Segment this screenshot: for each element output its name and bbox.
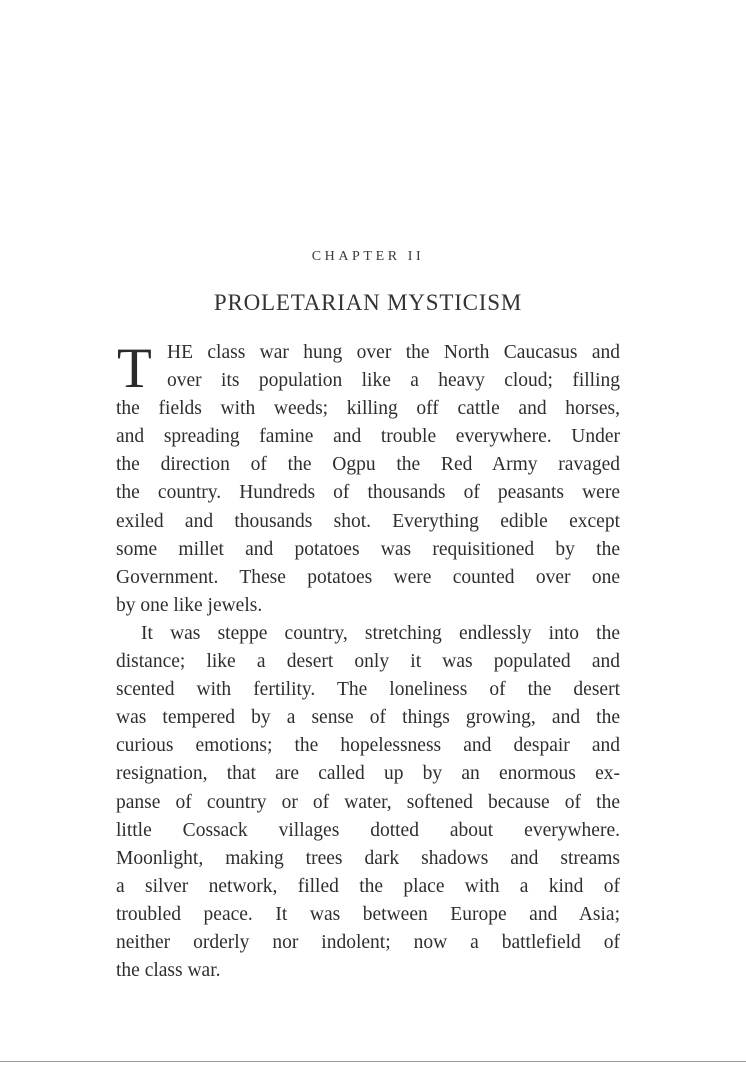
text-line: some millet and potatoes was requisitioned by the [116, 538, 620, 560]
paragraph-2 [116, 620, 620, 985]
text-line: Government. These potatoes were counted over one [116, 566, 620, 588]
text-line: panse of country or of water, softened because of the [116, 791, 620, 813]
text-line: by one like jewels. [116, 594, 263, 616]
drop-cap: T [117, 337, 152, 400]
text-line: the country. Hundreds of thousands of peasants were [116, 482, 620, 504]
text-line: the direction of the Ogpu the Red Army ravaged [116, 454, 620, 476]
text-line: troubled peace. It was between Europe and Asia; [116, 903, 620, 925]
text-line: little Cossack villages dotted about everywhere. [116, 819, 620, 841]
text-line: HE class war hung over the North Caucasus and [167, 342, 620, 363]
text-line: It was steppe country, stretching endlessly into the [141, 622, 620, 644]
chapter-body [116, 339, 620, 985]
text-line: the fields with weeds; killing off cattle and horses, [116, 398, 620, 420]
chapter-title: PROLETARIAN MYSTICISM [213, 290, 523, 315]
text-line: was tempered by a sense of things growing, and the [116, 707, 620, 729]
text-line: neither orderly nor indolent; now a battlefield of [116, 931, 620, 953]
page-bottom-border [0, 1061, 746, 1062]
chapter-number: CHAPTER II [311, 249, 425, 264]
text-line: over its population like a heavy cloud; filling [167, 370, 620, 392]
text-line: resignation, that are called up by an enormous ex- [116, 763, 620, 785]
paragraph-1 [116, 339, 620, 620]
text-line: distance; like a desert only it was populated and [116, 651, 620, 673]
text-line: Moonlight, making trees dark shadows and streams [116, 847, 620, 869]
text-line: a silver network, filled the place with a kind of [116, 875, 620, 897]
text-line: the class war. [116, 960, 221, 982]
text-line: exiled and thousands shot. Everything edible except [116, 510, 620, 532]
text-line: curious emotions; the hopelessness and despair and [116, 735, 620, 757]
text-line: and spreading famine and trouble everywhere. Under [116, 426, 620, 448]
text-line: scented with fertility. The loneliness of the desert [116, 679, 620, 701]
